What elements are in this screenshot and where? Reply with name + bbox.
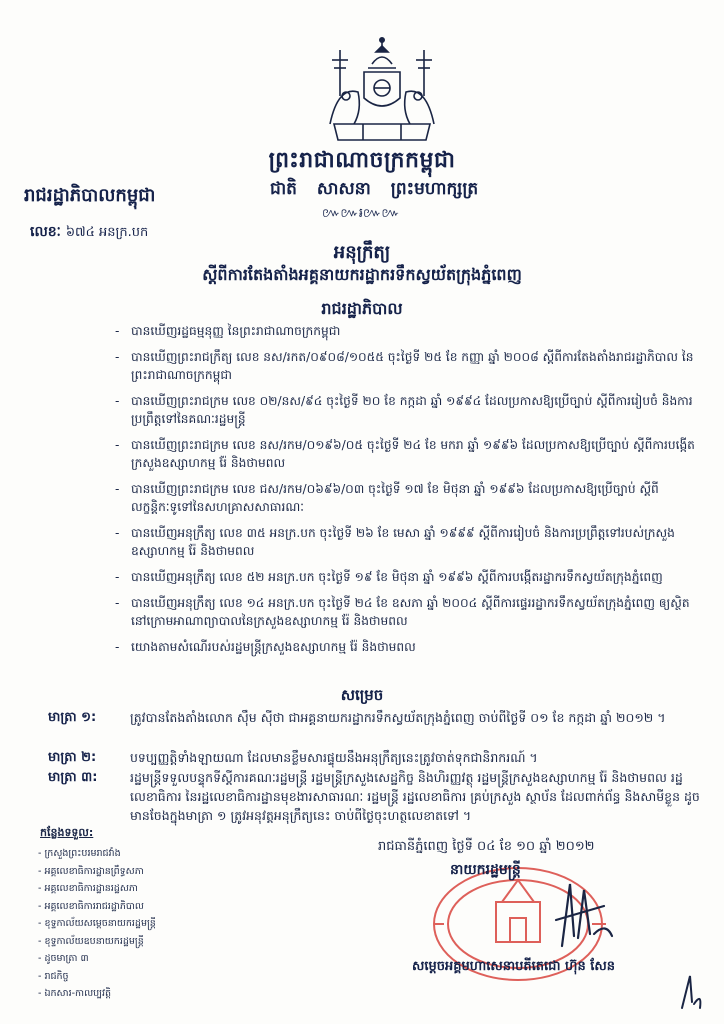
consideration-item: - បានឃើញអនុក្រឹត្យ លេខ ៣៥ អនក្រ.បក ចុះថ្ងៃទី ២៦ ខែ មេសា ឆ្នាំ ១៩៩៩ ស្តីពីការរៀបចំ និងការប្រព្រឹត្តទៅរបស់ក្រសួងឧស្សាហកម្ម រ៉ែ និងថាមពល [115, 526, 675, 558]
article-label: មាត្រា ១: [48, 710, 97, 725]
recipient-item: - រាជកិច្ច [38, 968, 156, 986]
recipient-item: - អគ្គលេខាធិការដ្ឋានរដ្ឋសភា [38, 880, 156, 898]
article-3 [48, 768, 708, 825]
number-value: ៦៧៤ អនក្រ.បក [65, 225, 149, 240]
considerations-list [115, 322, 695, 664]
kingdom-title: ព្រះរាជាណាចក្រកម្ពុជា [268, 148, 456, 173]
consideration-item: - បានឃើញរដ្ឋធម្មនុញ្ញ នៃព្រះរាជាណាចក្រកម្ពុជា [115, 324, 341, 338]
recipients-list [38, 845, 156, 1003]
article-2 [48, 748, 708, 767]
national-motto: ជាតិ សាសនា ព្រះមហាក្សត្រ [270, 179, 479, 199]
recipient-item: - អគ្គលេខាធិការរាជរដ្ឋាភិបាល [38, 898, 156, 916]
signer-title: នាយករដ្ឋមន្ត្រី [450, 862, 521, 878]
article-text: ត្រូវបានតែងតាំងលោក ស៊ឹម ស៊ីថា ជាអគ្គនាយករដ្ឋាករទឹកស្វយ័តក្រុងភ្នំពេញ ចាប់ពីថ្ងៃទី ០១ ខែ កក្កដា ឆ្នាំ ២០១២ ។ [130, 710, 666, 725]
recipient-item: - ខុទ្ទកាល័យសម្តេចនាយករដ្ឋមន្ត្រី [38, 915, 156, 933]
article-label: មាត្រា ២: [48, 750, 97, 765]
recipients-heading: កន្លែងទទួល: [40, 826, 94, 839]
royal-coat-of-arms-icon [318, 36, 446, 144]
recipient-item: - ខុទ្ទកាល័យឧបនាយករដ្ឋមន្ត្រី [38, 933, 156, 951]
signature-icon [548, 876, 638, 956]
initials-icon [676, 972, 706, 1012]
consideration-item: - បានឃើញព្រះរាជក្រឹត្យ លេខ នស/រកត/០៩០៨/១០៥៥ ចុះថ្ងៃទី ២៥ ខែ កញ្ញា ឆ្នាំ ២០០៨ ស្តីពីការតែងតាំងរាជរដ្ឋាភិបាល នៃព្រះរាជាណាចក្រកម្ពុជា [115, 350, 694, 382]
recipient-item: - ដូចមាត្រា ៣ [38, 950, 156, 968]
consideration-item: - បានឃើញព្រះរាជក្រម លេខ នស/រកម/០១៩៦/០៥ ចុះថ្ងៃទី ២៤ ខែ មករា ឆ្នាំ ១៩៩៦ ដែលប្រកាសឱ្យប្រើច្បាប់ ស្តីពីការបង្កើតក្រសួងឧស្សាហកម្ម រ៉ែ និងថាមពល [115, 438, 695, 470]
signing-date: រាជធានីភ្នំពេញ ថ្ងៃទី ០៤ ខែ ១០ ឆ្នាំ ២០១២ [378, 839, 595, 854]
article-label: មាត្រា ៣: [48, 770, 98, 785]
consideration-item: - បានឃើញព្រះរាជក្រម លេខ ០២/នស/៩៤ ចុះថ្ងៃទី ២០ ខែ កក្កដា ឆ្នាំ ១៩៩៤ ដែលប្រកាសឱ្យប្រើច្បាប់ ស្តីពីការរៀបចំ និងការប្រព្រឹត្តទៅនៃគណៈរដ្ឋមន្ត្រី [115, 394, 693, 426]
document-subject: ស្តីពីការតែងតាំងអគ្គនាយករដ្ឋាករទឹកស្វយ័តក្រុងភ្នំពេញ [202, 265, 522, 284]
article-text: រដ្ឋមន្ត្រីទទួលបន្ទុកទីស្តីការគណៈរដ្ឋមន្ត្រី រដ្ឋមន្ត្រីក្រសួងសេដ្ឋកិច្ច និងហិរញ្ញវត្ថុ រដ្ឋមន្ត្រីក្រសួងឧស្សាហកម្ម រ៉ែ និងថាមពល រដ្ឋលេខាធិការ នៃរដ្ឋលេខាធិការដ្ឋានមុខងារសាធារណៈ រដ្ឋមន្ត្រី រដ្ឋលេខាធិការ គ្រប់ក្រសួង ស្ថាប័ន ដែលពាក់ព័ន្ធ និងសាមីខ្លួន ដូចមានចែងក្នុងមាត្រា ១ ត្រូវអនុវត្តអនុក្រឹត្យនេះ ចាប់ពីថ្ងៃចុះហត្ថលេខាតទៅ ។ [130, 770, 700, 823]
consideration-item: - យោងតាមសំណើរបស់រដ្ឋមន្ត្រីក្រសួងឧស្សាហកម្ម រ៉ែ និងថាមពល [115, 640, 416, 654]
government-name: រាជរដ្ឋាភិបាលកម្ពុជា [24, 185, 156, 206]
consideration-item: - បានឃើញអនុក្រឹត្យ លេខ ៥២ អនក្រ.បក ចុះថ្ងៃទី ១៩ ខែ មិថុនា ឆ្នាំ ១៩៩៦ ស្តីពីការបង្កើតរដ្ឋាករទឹកស្វយ័តក្រុងភ្នំពេញ [115, 570, 663, 584]
ornament-divider: ៚៚៛៚៚ [322, 206, 400, 221]
decision-heading: សម្រេច [340, 686, 384, 704]
consideration-item: - បានឃើញព្រះរាជក្រម លេខ ជស/រកម/០៦៩៦/០៣ ចុះថ្ងៃទី ១៧ ខែ មិថុនា ឆ្នាំ ១៩៩៦ ដែលប្រកាសឱ្យប្រើច្បាប់ ស្តីពីលក្ខន្តិកៈទូទៅនៃសហគ្រាសសាធារណៈ [115, 482, 659, 514]
consideration-item: - បានឃើញអនុក្រឹត្យ លេខ ១៤ អនក្រ.បក ចុះថ្ងៃទី ២៤ ខែ ឧសភា ឆ្នាំ ២០០៤ ស្តីពីការផ្ទេររដ្ឋាករទឹកស្វយ័តក្រុងភ្នំពេញ ឲ្យស្ថិតនៅក្រោមអាណាព្យាបាលនៃក្រសួងឧស្សាហកម្ម រ៉ែ និងថាមពល [115, 596, 690, 628]
signer-name: សម្តេចអគ្គមហាសេនាបតីតេជោ ហ៊ុន សែន [412, 959, 615, 974]
document-type: អនុក្រឹត្យ [333, 242, 391, 263]
recipient-item: - អគ្គលេខាធិការដ្ឋានព្រឹទ្ធសភា [38, 863, 156, 881]
issuing-body: រាជរដ្ឋាភិបាល [321, 299, 403, 318]
recipient-item: - ឯកសារ-កាលប្បវត្តិ [38, 985, 156, 1003]
article-1 [48, 708, 708, 727]
article-text: បទប្បញ្ញត្តិទាំងឡាយណា ដែលមានខ្លឹមសារផ្ទុយនឹងអនុក្រឹត្យនេះត្រូវចាត់ទុកជានិរាករណ៍ ។ [130, 750, 538, 765]
recipient-item: - ក្រសួងព្រះបរមរាជវាំង [38, 845, 156, 863]
number-label: លេខៈ [30, 224, 61, 240]
